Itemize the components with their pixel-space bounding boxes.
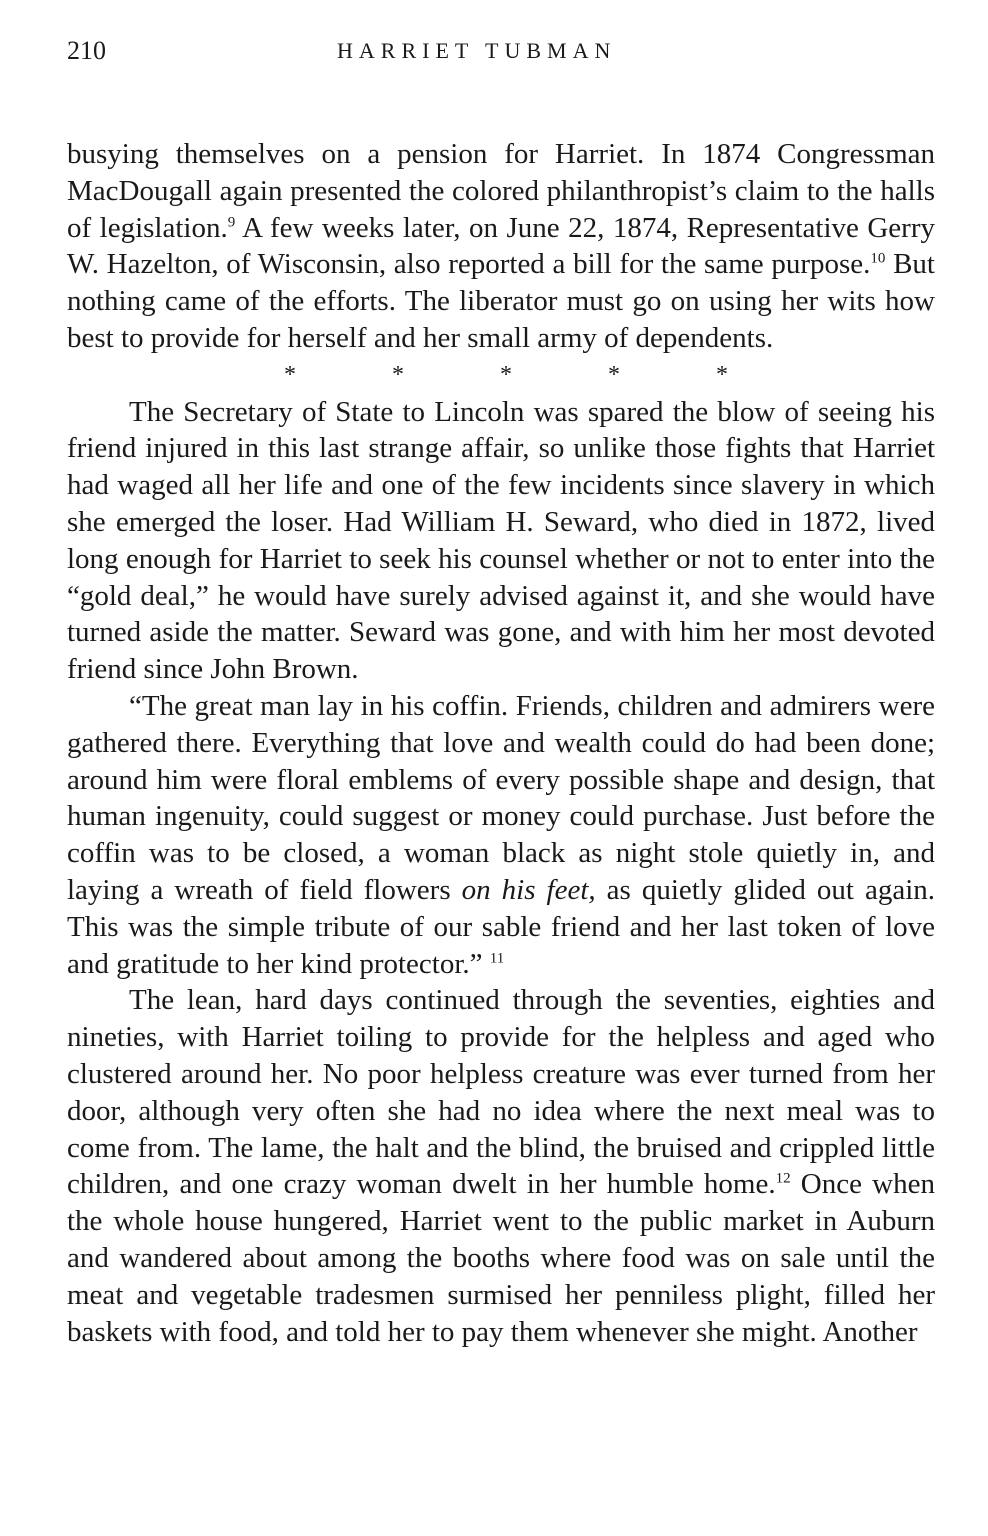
book-page	[67, 36, 935, 1350]
running-head	[67, 36, 935, 76]
text-run: A few weeks later, on June 22, 1874, Representative Gerry W. Hazelton, of Wisconsin, also reported a bill for the same purpose.	[67, 211, 935, 281]
running-title: HARRIET TUBMAN	[337, 38, 617, 63]
section-break-star: *	[716, 361, 728, 388]
text-run: The lean, hard days continued through the seventies, eighties and nineties, with Harriet toiling to provide for the helpless and aged who clustered around her. No poor helpless creature was ever turned from her door, although very often she had no idea where the next meal was to come from. The lame, the halt and the blind, the bruised and crippled little children, and one crazy woman dwelt in her humble home.	[67, 984, 935, 1201]
footnote-ref: 10	[870, 250, 886, 267]
footnote-ref: 9	[227, 213, 236, 230]
footnote-ref: 11	[489, 949, 505, 966]
footnote-ref: 12	[775, 1170, 791, 1187]
paragraph-2	[67, 394, 935, 688]
section-break-star: *	[284, 361, 296, 388]
text-run: as quietly glided out again. This was the simple tribute of our sable friend and her last token of love and gratitude to her kind protector.”	[67, 873, 936, 980]
section-break-star: *	[392, 361, 404, 388]
italic-phrase: on his feet,	[461, 873, 596, 906]
paragraph-3	[67, 688, 935, 982]
page-number: 210	[67, 36, 106, 65]
paragraph-1	[67, 136, 935, 357]
body-text	[67, 136, 935, 1350]
text-run: But nothing came of the efforts. The liberator must go on using her wits how best to provide for herself and her small army of dependents.	[67, 248, 935, 354]
section-break-star: *	[500, 361, 512, 388]
text-run: “The great man lay in his coffin. Friends, children and admirers were gathered there. Everything that love and wealth could do had been done; around him were floral emblems of every possible shape and design, that human ingenuity, could suggest or money could purchase. Just before the coffin was to be closed, a woman black as night stole quietly in, and laying a wreath of field flowers	[67, 689, 935, 906]
text-run: Once when the whole house hungered, Harriet went to the public market in Auburn and wandered about among the booths where food was on sale until the meat and vegetable tradesmen surmised her penniless plight, filled her baskets with food, and told her to pay them whenever she might. Another	[67, 1168, 935, 1348]
text-run: busying themselves on a pension for Harriet. In 1874 Congressman MacDougall again presented the colored philanthropist’s claim to the halls of legislation.	[67, 138, 935, 244]
section-break	[67, 357, 935, 394]
paragraph-4	[67, 982, 935, 1350]
section-break-star: *	[608, 361, 620, 388]
text-run: The Secretary of State to Lincoln was spared the blow of seeing his friend injured in this last strange affair, so unlike those fights that Harriet had waged all her life and one of the few incidents since slavery in which she emerged the loser. Had William H. Seward, who died in 1872, lived long enough for Harriet to seek his counsel whether or not to enter into the “gold deal,” he would have surely advised against it, and she would have turned aside the matter. Seward was gone, and with him her most devoted friend since John Brown.	[67, 395, 935, 686]
